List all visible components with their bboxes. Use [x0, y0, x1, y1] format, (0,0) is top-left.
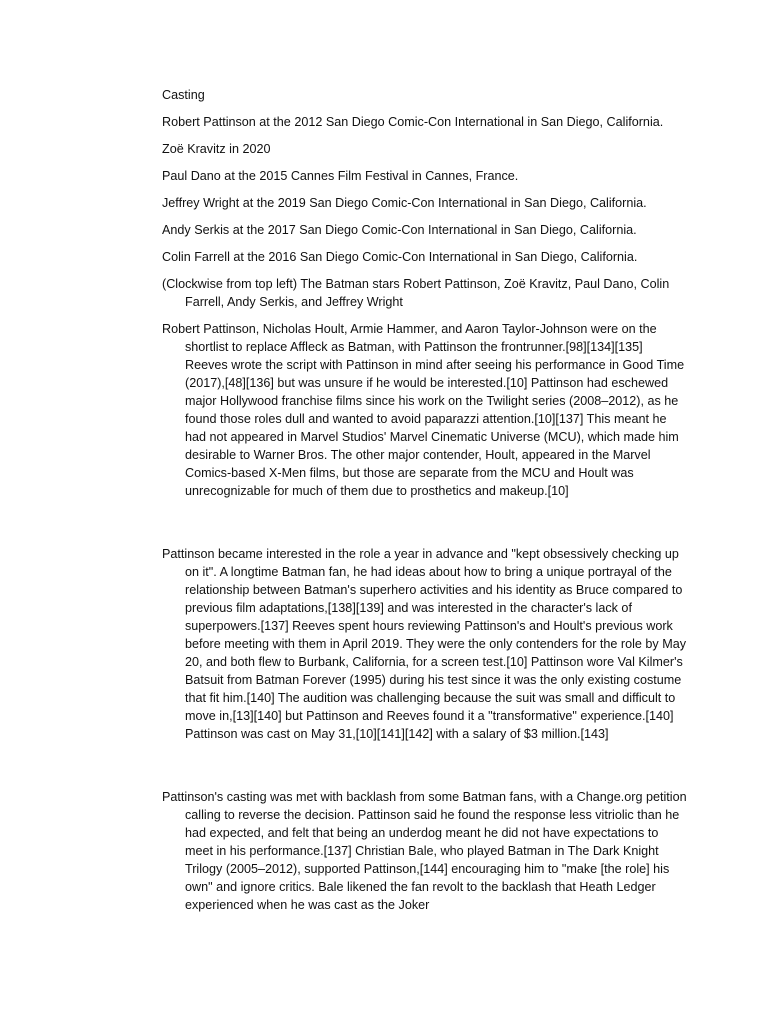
paragraph-backlash: Pattinson's casting was met with backlash from some Batman fans, with a Change.org petition calling to reverse the decision. Pattinson said he found the response less vitriolic than he had expected, and felt that being an underdog meant he did not have expectations to meet in his performance.[137] Christian Bale, who played Batman in The Dark Knight Trilogy (2005–2012), supported Pattinson,[144] encouraging him to "make [the role] his own" and ignore critics. Bale likened the fan revolt to the backlash that Heath Ledger experienced when he was cast as the Joker [162, 790, 687, 912]
paragraph-audition: Pattinson became interested in the role a year in advance and "kept obsessively checking up on it". A longtime Batman fan, he had ideas about how to bring a unique portrayal of the relationship between Batman's superhero activities and his identity as Bruce compared to previous film adaptations,[138][139] and was interested in the character's lack of superpowers.[137] Reeves spent hours reviewing Pattinson's and Hoult's previous work before meeting with them in April 2019. They were the only contenders for the role by May 20, and both flew to Burbank, California, for a screen test.[10] Pattinson wore Val Kilmer's Batsuit from Batman Forever (1995) during his test since it was the only existing costume that fit him.[140] The audition was challenging because the suit was small and difficult to move in,[13][140] but Pattinson and Reeves found it a "transformative" experience.[140] Pattinson was cast on May 31,[10][141][142] with a salary of $3 million.[143] [162, 547, 686, 741]
caption-serkis: Andy Serkis at the 2017 San Diego Comic-Con International in San Diego, California. [162, 223, 637, 237]
paragraph-spacer [162, 509, 688, 545]
caption-kravitz: Zoë Kravitz in 2020 [162, 142, 271, 156]
caption-wright: Jeffrey Wright at the 2019 San Diego Comic-Con International in San Diego, California. [162, 196, 647, 210]
caption-pattinson: Robert Pattinson at the 2012 San Diego Comic-Con International in San Diego, California. [162, 115, 664, 129]
caption-farrell: Colin Farrell at the 2016 San Diego Comic-Con International in San Diego, California. [162, 250, 638, 264]
section-heading: Casting [162, 88, 205, 102]
caption-dano: Paul Dano at the 2015 Cannes Film Festival in Cannes, France. [162, 169, 519, 183]
paragraph-spacer [162, 752, 688, 788]
document-body [162, 86, 688, 923]
paragraph-shortlist: Robert Pattinson, Nicholas Hoult, Armie Hammer, and Aaron Taylor-Johnson were on the shortlist to replace Affleck as Batman, with Pattinson the frontrunner.[98][134][135] Reeves wrote the script with Pattinson in mind after seeing his performance in Good Time (2017),[48][136] but was unsure if he would be interested.[10] Pattinson had eschewed major Hollywood franchise films since his work on the Twilight series (2008–2012), as he found those roles dull and wanted to avoid paparazzi attention.[10][137] This meant he had not appeared in Marvel Studios' Marvel Cinematic Universe (MCU), which made him desirable to Warner Bros. The other major contender, Hoult, appeared in the Marvel Comics-based X-Men films, but those are separate from the MCU and Hoult was unrecognizable for much of them due to prosthetics and makeup.[10] [162, 322, 685, 498]
caption-group: (Clockwise from top left) The Batman stars Robert Pattinson, Zoë Kravitz, Paul Dano, Colin Farrell, Andy Serkis, and Jeffrey Wright [162, 277, 670, 309]
